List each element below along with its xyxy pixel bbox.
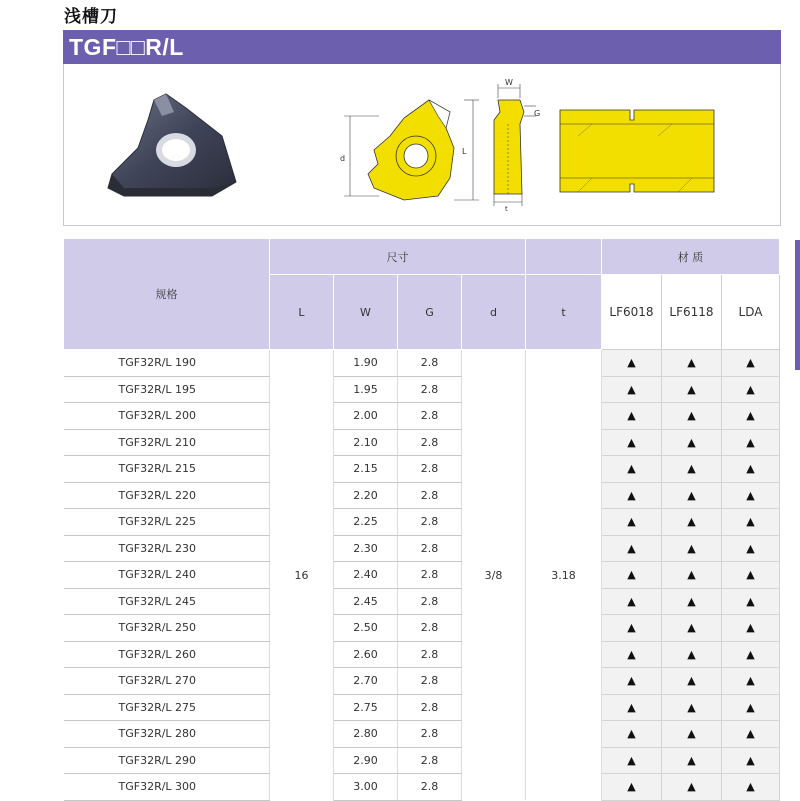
material-header: 材 质 (602, 239, 780, 275)
value-g-cell: 2.8 (398, 429, 462, 456)
value-w-cell: 2.75 (334, 694, 398, 721)
size-header-blank (526, 239, 602, 275)
spec-name-cell: TGF32R/L 225 (64, 509, 270, 536)
value-w-cell: 1.95 (334, 376, 398, 403)
value-g-cell: 2.8 (398, 641, 462, 668)
value-g-cell: 2.8 (398, 482, 462, 509)
availability-mark: ▲ (602, 535, 662, 562)
spec-name-cell: TGF32R/L 290 (64, 747, 270, 774)
value-w-cell: 2.10 (334, 429, 398, 456)
availability-mark: ▲ (662, 509, 722, 536)
availability-mark: ▲ (722, 535, 780, 562)
availability-mark: ▲ (662, 774, 722, 801)
dim-label-t: t (505, 205, 508, 211)
availability-mark: ▲ (662, 721, 722, 748)
availability-mark: ▲ (602, 774, 662, 801)
availability-mark: ▲ (662, 535, 722, 562)
spec-name-cell: TGF32R/L 230 (64, 535, 270, 562)
value-w-cell: 2.45 (334, 588, 398, 615)
table-row (64, 350, 780, 377)
table-row (64, 509, 780, 536)
table-row (64, 747, 780, 774)
value-w-cell: 2.60 (334, 641, 398, 668)
availability-mark: ▲ (602, 376, 662, 403)
spec-header: 规格 (64, 239, 270, 350)
col-header-t: t (526, 275, 602, 350)
availability-mark: ▲ (662, 376, 722, 403)
dim-label-w: W (505, 78, 513, 87)
value-w-cell: 2.70 (334, 668, 398, 695)
value-d-cell: 3/8 (462, 350, 526, 801)
table-row (64, 562, 780, 589)
page-edge-bar (795, 240, 800, 370)
availability-mark: ▲ (602, 403, 662, 430)
value-w-cell: 2.25 (334, 509, 398, 536)
availability-mark: ▲ (722, 774, 780, 801)
spec-name-cell: TGF32R/L 220 (64, 482, 270, 509)
value-w-cell: 2.40 (334, 562, 398, 589)
availability-mark: ▲ (662, 668, 722, 695)
value-g-cell: 2.8 (398, 747, 462, 774)
table-row (64, 535, 780, 562)
spec-name-cell: TGF32R/L 190 (64, 350, 270, 377)
value-w-cell: 2.50 (334, 615, 398, 642)
availability-mark: ▲ (602, 482, 662, 509)
availability-mark: ▲ (722, 456, 780, 483)
availability-mark: ▲ (602, 562, 662, 589)
value-g-cell: 2.8 (398, 403, 462, 430)
spec-name-cell: TGF32R/L 240 (64, 562, 270, 589)
availability-mark: ▲ (722, 641, 780, 668)
insert-product-image (104, 92, 244, 202)
spec-name-cell: TGF32R/L 195 (64, 376, 270, 403)
value-g-cell: 2.8 (398, 509, 462, 536)
availability-mark: ▲ (602, 429, 662, 456)
figure-panel (63, 64, 781, 226)
availability-mark: ▲ (722, 615, 780, 642)
value-w-cell: 2.90 (334, 747, 398, 774)
availability-mark: ▲ (722, 403, 780, 430)
value-w-cell: 2.80 (334, 721, 398, 748)
value-g-cell: 2.8 (398, 562, 462, 589)
spec-name-cell: TGF32R/L 245 (64, 588, 270, 615)
availability-mark: ▲ (602, 615, 662, 642)
insert-side-view-drawing (484, 76, 544, 211)
value-w-cell: 3.00 (334, 774, 398, 801)
table-row (64, 774, 780, 801)
table-row (64, 588, 780, 615)
availability-mark: ▲ (602, 350, 662, 377)
value-w-cell: 1.90 (334, 350, 398, 377)
availability-mark: ▲ (662, 641, 722, 668)
table-row (64, 376, 780, 403)
table-row (64, 668, 780, 695)
availability-mark: ▲ (602, 509, 662, 536)
availability-mark: ▲ (722, 509, 780, 536)
availability-mark: ▲ (662, 482, 722, 509)
availability-mark: ▲ (722, 562, 780, 589)
value-t-cell: 3.18 (526, 350, 602, 801)
spec-table (63, 238, 780, 801)
col-header-lf6018: LF6018 (602, 275, 662, 350)
availability-mark: ▲ (662, 747, 722, 774)
spec-name-cell: TGF32R/L 215 (64, 456, 270, 483)
value-g-cell: 2.8 (398, 694, 462, 721)
spec-name-cell: TGF32R/L 300 (64, 774, 270, 801)
value-g-cell: 2.8 (398, 376, 462, 403)
availability-mark: ▲ (662, 403, 722, 430)
availability-mark: ▲ (602, 668, 662, 695)
col-header-l: L (270, 275, 334, 350)
table-row (64, 615, 780, 642)
value-g-cell: 2.8 (398, 350, 462, 377)
availability-mark: ▲ (602, 588, 662, 615)
value-g-cell: 2.8 (398, 456, 462, 483)
col-header-d: d (462, 275, 526, 350)
col-header-w: W (334, 275, 398, 350)
page-title: 浅槽刀 (64, 7, 118, 27)
availability-mark: ▲ (662, 588, 722, 615)
value-w-cell: 2.00 (334, 403, 398, 430)
availability-mark: ▲ (602, 641, 662, 668)
availability-mark: ▲ (722, 668, 780, 695)
table-row (64, 694, 780, 721)
table-row (64, 482, 780, 509)
value-g-cell: 2.8 (398, 774, 462, 801)
dim-label-d: d (340, 154, 346, 163)
banner-title: TGF□□R/L (69, 34, 184, 60)
availability-mark: ▲ (662, 615, 722, 642)
table-row (64, 456, 780, 483)
spec-name-cell: TGF32R/L 210 (64, 429, 270, 456)
availability-mark: ▲ (662, 562, 722, 589)
value-w-cell: 2.15 (334, 456, 398, 483)
availability-mark: ▲ (722, 482, 780, 509)
availability-mark: ▲ (722, 376, 780, 403)
spec-table-body (64, 350, 780, 801)
spec-name-cell: TGF32R/L 275 (64, 694, 270, 721)
spec-name-cell: TGF32R/L 200 (64, 403, 270, 430)
availability-mark: ▲ (662, 694, 722, 721)
availability-mark: ▲ (602, 721, 662, 748)
spec-name-cell: TGF32R/L 250 (64, 615, 270, 642)
availability-mark: ▲ (722, 429, 780, 456)
value-w-cell: 2.30 (334, 535, 398, 562)
insert-front-view-drawing (334, 78, 484, 208)
availability-mark: ▲ (722, 721, 780, 748)
availability-mark: ▲ (662, 429, 722, 456)
table-row (64, 429, 780, 456)
col-header-g: G (398, 275, 462, 350)
dim-label-g: G (534, 109, 541, 118)
value-g-cell: 2.8 (398, 721, 462, 748)
title-banner (63, 30, 781, 64)
insert-top-view-drawing (558, 108, 718, 198)
availability-mark: ▲ (722, 747, 780, 774)
availability-mark: ▲ (722, 588, 780, 615)
availability-mark: ▲ (722, 350, 780, 377)
spec-name-cell: TGF32R/L 260 (64, 641, 270, 668)
value-g-cell: 2.8 (398, 535, 462, 562)
spec-name-cell: TGF32R/L 270 (64, 668, 270, 695)
table-row (64, 641, 780, 668)
spec-name-cell: TGF32R/L 280 (64, 721, 270, 748)
dim-label-l: L (462, 147, 467, 156)
availability-mark: ▲ (602, 747, 662, 774)
availability-mark: ▲ (722, 694, 780, 721)
availability-mark: ▲ (602, 694, 662, 721)
availability-mark: ▲ (662, 456, 722, 483)
value-w-cell: 2.20 (334, 482, 398, 509)
table-row (64, 721, 780, 748)
col-header-lf6118: LF6118 (662, 275, 722, 350)
value-l-cell: 16 (270, 350, 334, 801)
value-g-cell: 2.8 (398, 668, 462, 695)
value-g-cell: 2.8 (398, 615, 462, 642)
col-header-lda: LDA (722, 275, 780, 350)
value-g-cell: 2.8 (398, 588, 462, 615)
size-header: 尺寸 (270, 239, 526, 275)
availability-mark: ▲ (662, 350, 722, 377)
table-row (64, 403, 780, 430)
availability-mark: ▲ (602, 456, 662, 483)
